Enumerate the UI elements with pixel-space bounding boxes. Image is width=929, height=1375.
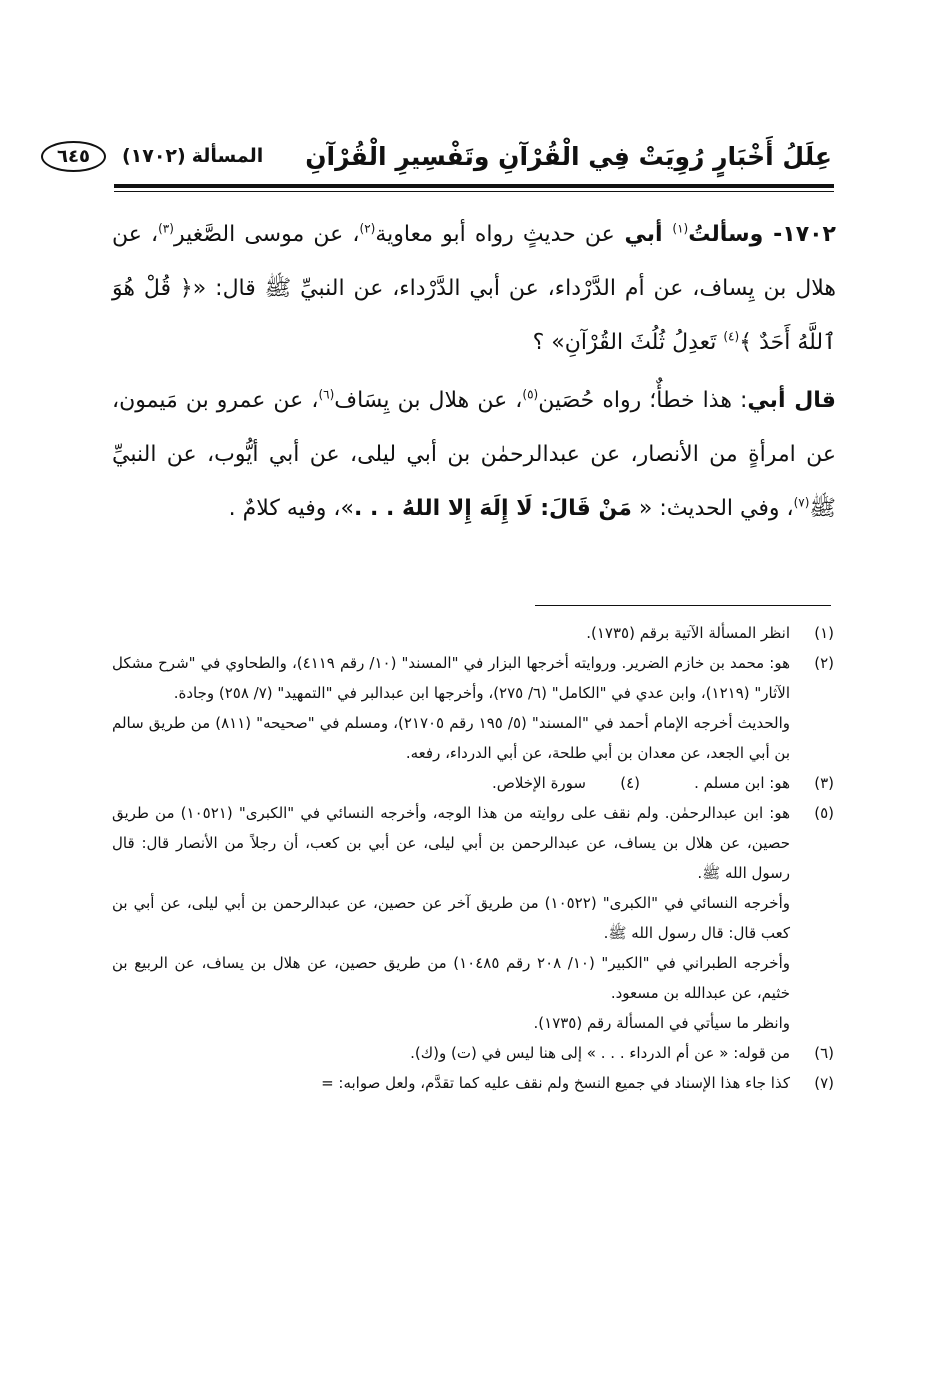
footnote-number: (٢) (814, 654, 834, 672)
masala-number: (١٧٠٢) (121, 145, 186, 167)
paragraph-answer (112, 374, 836, 536)
text-abi: أبي (614, 222, 673, 247)
book-title: عِلَلُ أَخْبَارٍ رُوِيَتْ فِي الْقُرْآنِ وتَفْسِيرِ الْقُرْآنِ (305, 141, 832, 171)
question-number: ١٧٠٢- وسألتُ (688, 222, 836, 247)
running-header (56, 132, 832, 180)
footnote-separator (535, 605, 831, 606)
footnote-7 (112, 1068, 834, 1098)
page-number: ٦٤٥ (41, 141, 106, 172)
footnote-text: هو: محمد بن خازم الضرير. وروايته أخرجها البزار في "المسند" (١٠/ رقم ٤١١٩)، والطحاوي في "شرح مشكل الآثار" (١٢١٩)، وابن عدي في "الكامل" (٦/ ٢٧٥)، وأخرجها ابن عبدالبر في "التمهيد" (٧/ ٢٥٨) وجادة. (112, 654, 790, 702)
footnote-ref-7: (٧) (793, 495, 810, 510)
footnote-text: هو: ابن عبدالرحمٰن. ولم نقف على روايته من هذا الوجه، وأخرجه النسائي في "الكبرى" (١٠٥٢١) من طريق حصين، عن هلال بن يساف، عن عبدالرحمن بن أبي ليلى، عن أبي بن كعب، أن رجلاً من الأنصار قال: قال رسول الله ﷺ. (112, 804, 790, 882)
footnote-text: سورة الإخلاص. (491, 774, 586, 792)
footnote-number: (٥) (814, 804, 834, 822)
footnote-text: من قوله: « عن أم الدرداء . . . » إلى هنا ليس في (ت) و(ك). (410, 1044, 790, 1062)
footnote-number: (٦) (814, 1044, 834, 1062)
footnote-1 (112, 618, 834, 648)
footnote-6 (112, 1038, 834, 1068)
answer-lead: قال أبي (747, 388, 836, 413)
text-span: ، عن عمرو بن مَيمون، عن امرأةٍ من الأنصار، عن عبدالرحمٰن بن أبي ليلى، عن أبي أيُّوب، عن النبيِّ ﷺ (112, 388, 836, 521)
footnote-text: وأخرجه النسائي في "الكبرى" (١٠٥٢٢) من طريق آخر عن حصين، عن عبدالرحمن بن أبي ليلى، عن أبي بن كعب قال: قال رسول الله ﷺ. (112, 894, 790, 942)
footnote-number: (٣) (814, 774, 834, 792)
header-rule-thick (114, 184, 834, 188)
paragraph-question (112, 208, 836, 370)
footnote-text: وانظر ما سيأتي في المسألة رقم (١٧٣٥). (533, 1014, 790, 1032)
footnote-ref-6: (٦) (318, 387, 335, 402)
main-text (112, 208, 836, 536)
footnote-text: هو: ابن مسلم . (694, 774, 790, 792)
footnote-number: (٧) (814, 1074, 834, 1092)
text-span: ، عن هلال بن يِسَاف (334, 388, 523, 413)
footnote-text: انظر المسألة الآتية برقم (١٧٣٥). (586, 624, 790, 642)
footnotes (112, 618, 834, 1098)
footnote-3-4 (112, 768, 834, 798)
footnote-number: (١) (814, 624, 834, 642)
footnote-text: والحديث أخرجه الإمام أحمد في "المسند" (٥/ ١٩٥ رقم ٢١٧٠٥)، ومسلم في "صحيحه" (٨١١) من طريق سالم بن أبي الجعد، عن معدان بن أبي طلحة، عن أبي الدرداء، رفعه. (112, 714, 790, 762)
text-span: »، وفيه كلامٌ . (228, 496, 354, 521)
text-span: ، عن موسى الصَّغير (173, 222, 360, 247)
text-span: ، عن هلال بن يِساف، عن أم الدَّرْداء، عن أبي الدَّرْداء، عن النبيِّ ﷺ قال: «﴿ قُلْ هُوَ ٱللَّهُ أَحَدٌ ﴾ (112, 222, 836, 355)
footnote-ref-5: (٥) (522, 387, 539, 402)
text-span: ، وفي الحديث: « (631, 496, 794, 521)
text-span: تَعدِلُ ثُلُثَ القُرْآنِ» ؟ (532, 330, 724, 355)
footnote-2 (112, 648, 834, 768)
footnote-number: (٤) (620, 774, 640, 792)
masala-label: المسألة (191, 145, 264, 167)
footnote-ref-1: (١) (672, 221, 689, 236)
footnote-text: وأخرجه الطبراني في "الكبير" (١٠/ ٢٠٨ رقم ١٠٤٨٥) من طريق حصين، عن هلال بن يساف، عن الربيع بن خثيم، عن عبدالله بن مسعود. (112, 954, 790, 1002)
header-rule-thin (114, 191, 834, 192)
footnote-5 (112, 798, 834, 1038)
footnote-ref-2: (٢) (359, 221, 376, 236)
footnote-text: كذا جاء هذا الإسناد في جميع النسخ ولم نقف عليه كما تقدَّم، ولعل صوابه: = (321, 1074, 790, 1092)
hadith-quote: مَنْ قَالَ: لَا إِلَهَ إِلا اللهُ . . . (353, 496, 632, 521)
footnote-ref-3: (٣) (158, 221, 174, 236)
text-span: : هذا خطأٌ؛ رواه حُصَين (538, 388, 748, 413)
text-span: عن حديثٍ رواه أبو معاوية (375, 222, 615, 247)
footnote-ref-4: (٤) (723, 329, 740, 344)
